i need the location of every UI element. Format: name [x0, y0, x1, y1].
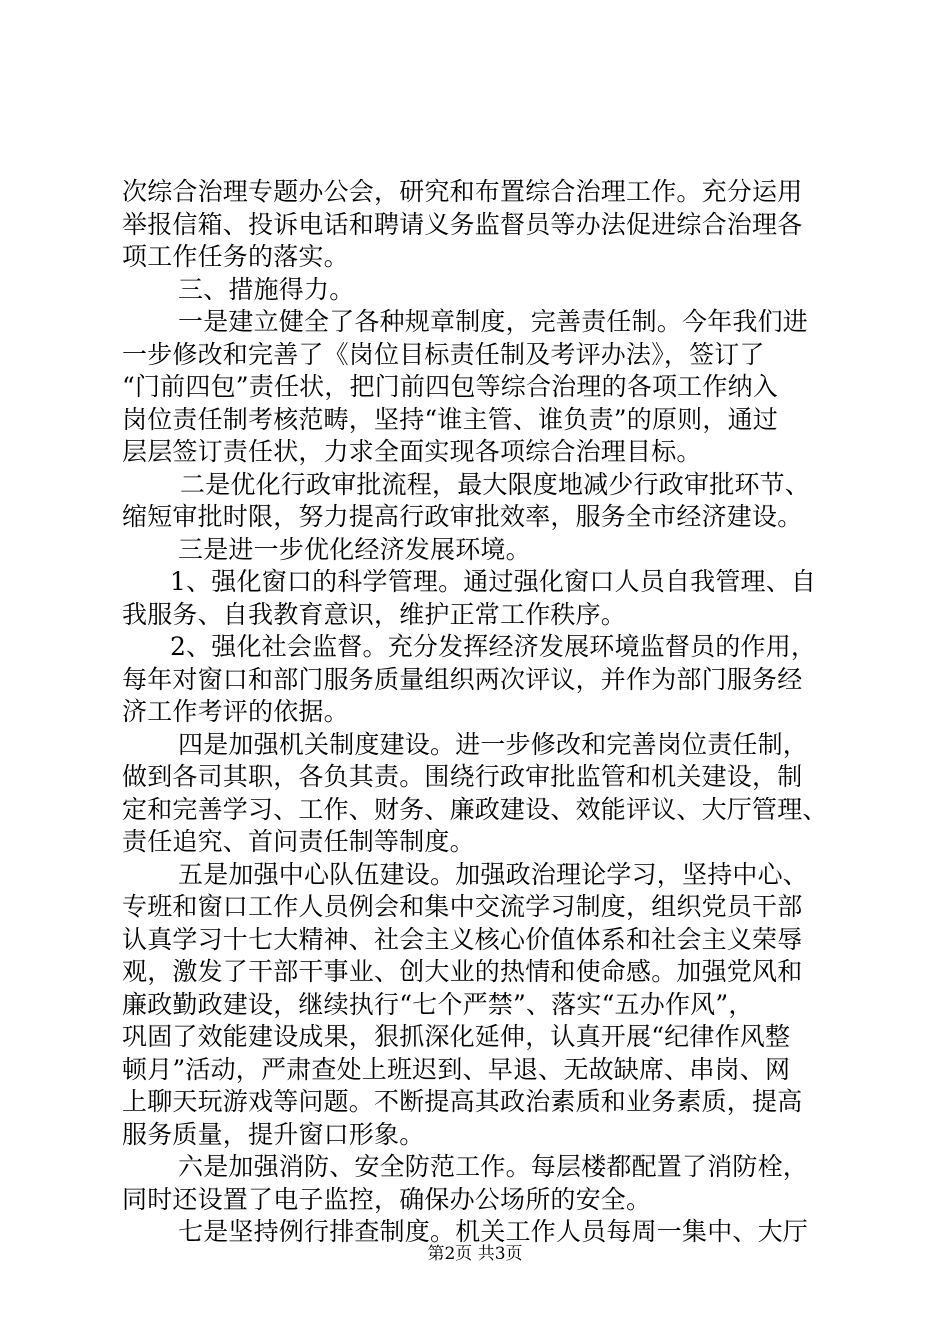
text-line: 济工作考评的依据。: [122, 697, 349, 726]
text-line: 巩固了效能建设成果，狠抓深化延伸，认真开展“纪律作风整: [122, 1022, 791, 1051]
text-line: 层层签订责任状，力求全面实现各项综合治理目标。: [122, 437, 702, 466]
document-body: [122, 176, 842, 1249]
page-number-label: 第2页 共3页: [427, 1244, 523, 1264]
text-line: 上聊天玩游戏等问题。不断提高其政治素质和业务素质，提高: [122, 1087, 803, 1116]
text-line: 定和完善学习、工作、财务、廉政建设、效能评议、大厅管理、: [122, 794, 828, 824]
text-line: 六是加强消防、安全防范工作。每层楼都配置了消防栓，: [178, 1152, 809, 1181]
text-line: 责任追究、首问责任制等制度。: [122, 827, 475, 856]
text-line: 举报信箱、投诉电话和聘请义务监督员等办法促进综合治理各: [122, 209, 803, 239]
text-line: 七是坚持例行排查制度。机关工作人员每周一集中、大厅: [178, 1217, 809, 1246]
text-line: 每年对窗口和部门服务质量组织两次评议，并作为部门服务经: [122, 664, 803, 694]
text-line: 四是加强机关制度建设。进一步修改和完善岗位责任制，: [178, 729, 809, 759]
text-line: 观，激发了干部干事业、创大业的热情和使命感。加强党风和: [122, 957, 803, 986]
text-line: 同时还设置了电子监控，确保办公场所的安全。: [122, 1184, 652, 1214]
text-line: 顿月”活动，严肃查处上班迟到、早退、无故缺席、串岗、网: [122, 1054, 791, 1084]
section-heading: 三、措施得力。: [178, 274, 355, 304]
text-line: 五是加强中心队伍建设。加强政治理论学习，坚持中心、: [178, 859, 809, 889]
text-line: “门前四包”责任状，把门前四包等综合治理的各项工作纳入: [122, 372, 778, 401]
text-line: 一是建立健全了各种规章制度，完善责任制。今年我们进: [178, 307, 809, 336]
text-line: 服务质量，提升窗口形象。: [122, 1119, 425, 1149]
text-line: 项工作任务的落实。: [122, 242, 349, 271]
text-line: 三是进一步优化经济发展环境。: [178, 534, 531, 564]
text-line: 岗位责任制考核范畴，坚持“谁主管、谁负责”的原则，通过: [122, 404, 778, 434]
text-line: 专班和窗口工作人员例会和集中交流学习制度，组织党员干部: [122, 892, 803, 921]
text-line: 我服务、自我教育意识，维护正常工作秩序。: [122, 599, 627, 629]
text-line: 二是优化行政审批流程，最大限度地减少行政审批环节、: [180, 469, 811, 499]
page-footer: [0, 1244, 950, 1264]
text-line: 次综合治理专题办公会，研究和布置综合治理工作。充分运用: [122, 177, 803, 206]
text-line: 做到各司其职，各负其责。围绕行政审批监管和机关建设，制: [122, 762, 803, 791]
text-line: 一步修改和完善了《岗位目标责任制及考评办法》，签订了: [122, 339, 765, 369]
text-line: 认真学习十七大精神、社会主义核心价值体系和社会主义荣辱: [122, 924, 803, 954]
text-line: 2、强化社会监督。充分发挥经济发展环境监督员的作用，: [170, 632, 817, 661]
text-line: 1、强化窗口的科学管理。通过强化窗口人员自我管理、自: [170, 567, 817, 596]
text-line: 缩短审批时限，努力提高行政审批效率，服务全市经济建设。: [122, 502, 803, 531]
text-line: 廉政勤政建设，继续执行“七个严禁”、落实“五办作风”，: [122, 989, 754, 1019]
